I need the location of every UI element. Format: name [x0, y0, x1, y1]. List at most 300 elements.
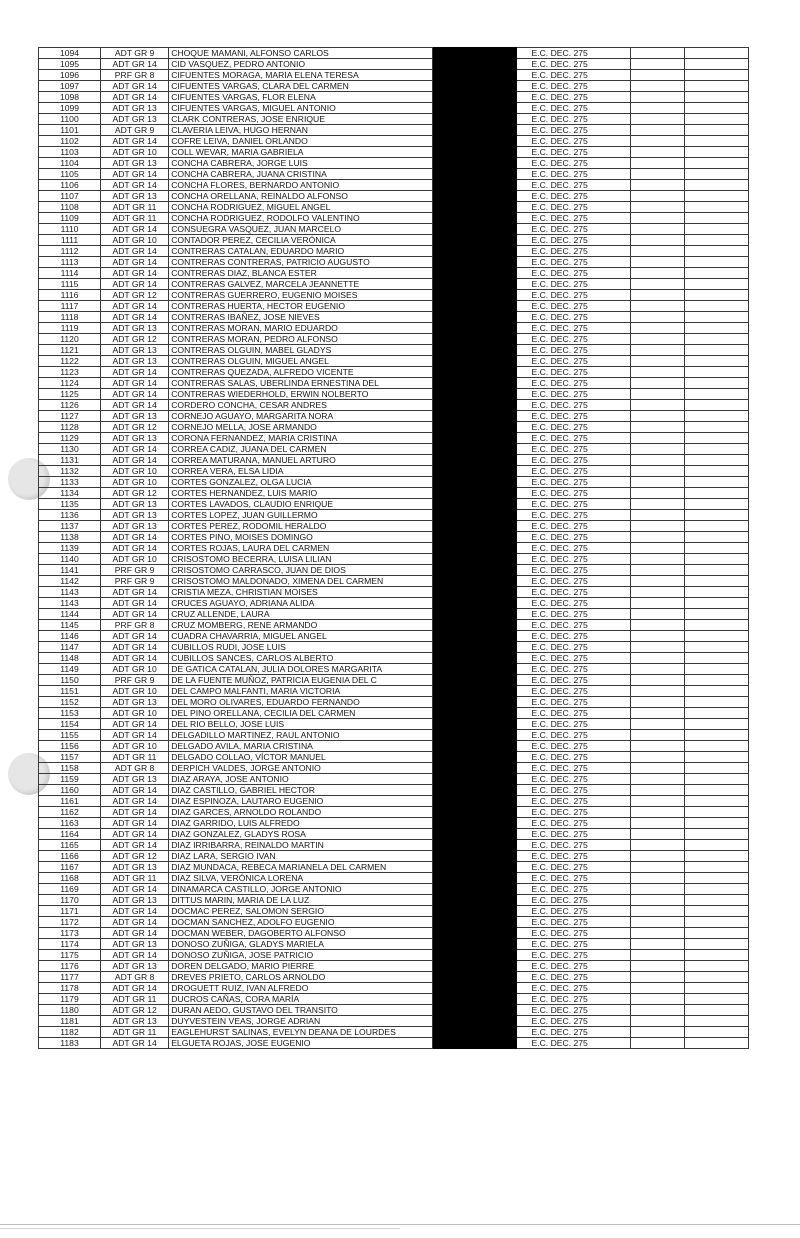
row-number: 1177: [39, 972, 101, 983]
empty-cell: [631, 862, 685, 873]
empty-cell: [631, 675, 685, 686]
table-row: [39, 620, 749, 631]
empty-cell: [631, 796, 685, 807]
empty-cell: [684, 994, 748, 1005]
status-cell: E.C. DEC. 275: [517, 59, 631, 70]
status-cell: E.C. DEC. 275: [517, 862, 631, 873]
empty-cell: [684, 532, 748, 543]
empty-cell: [684, 158, 748, 169]
row-number: 1116: [39, 290, 101, 301]
row-number: 1146: [39, 631, 101, 642]
table-row: [39, 774, 749, 785]
row-number: 1111: [39, 235, 101, 246]
status-cell: E.C. DEC. 275: [517, 411, 631, 422]
redaction-bar: [432, 125, 517, 136]
empty-cell: [631, 312, 685, 323]
row-number: 1158: [39, 763, 101, 774]
row-number: 1096: [39, 70, 101, 81]
empty-cell: [684, 884, 748, 895]
name-cell: CORTES LAVADOS, CLAUDIO ENRIQUE: [169, 499, 433, 510]
status-cell: E.C. DEC. 275: [517, 873, 631, 884]
empty-cell: [631, 686, 685, 697]
status-cell: E.C. DEC. 275: [517, 422, 631, 433]
name-cell: CORREA MATURANA, MANUEL ARTURO: [169, 455, 433, 466]
table-row: [39, 730, 749, 741]
row-number: 1104: [39, 158, 101, 169]
grade-cell: ADT GR 13: [101, 774, 169, 785]
row-number: 1141: [39, 565, 101, 576]
status-cell: E.C. DEC. 275: [517, 202, 631, 213]
row-number: 1105: [39, 169, 101, 180]
name-cell: CUADRA CHAVARRIA, MIGUEL ANGEL: [169, 631, 433, 642]
status-cell: E.C. DEC. 275: [517, 785, 631, 796]
grade-cell: ADT GR 13: [101, 499, 169, 510]
table-row: [39, 114, 749, 125]
status-cell: E.C. DEC. 275: [517, 972, 631, 983]
table-row: [39, 334, 749, 345]
row-number: 1127: [39, 411, 101, 422]
grade-cell: ADT GR 11: [101, 752, 169, 763]
redaction-bar: [432, 81, 517, 92]
table-row: [39, 444, 749, 455]
status-cell: E.C. DEC. 275: [517, 191, 631, 202]
grade-cell: ADT GR 14: [101, 642, 169, 653]
redaction-bar: [432, 807, 517, 818]
name-cell: DIAZ ESPINOZA, LAUTARO EUGENIO: [169, 796, 433, 807]
empty-cell: [631, 785, 685, 796]
empty-cell: [684, 653, 748, 664]
row-number: 1145: [39, 620, 101, 631]
grade-cell: PRF GR 9: [101, 565, 169, 576]
status-cell: E.C. DEC. 275: [517, 697, 631, 708]
name-cell: CONTRERAS DIAZ, BLANCA ESTER: [169, 268, 433, 279]
table-row: [39, 103, 749, 114]
empty-cell: [631, 609, 685, 620]
redaction-bar: [432, 422, 517, 433]
table-row: [39, 290, 749, 301]
table-row: [39, 807, 749, 818]
empty-cell: [684, 686, 748, 697]
grade-cell: ADT GR 13: [101, 521, 169, 532]
redaction-bar: [432, 1038, 517, 1049]
redaction-bar: [432, 455, 517, 466]
table-row: [39, 268, 749, 279]
status-cell: E.C. DEC. 275: [517, 213, 631, 224]
grade-cell: ADT GR 14: [101, 180, 169, 191]
redaction-bar: [432, 675, 517, 686]
empty-cell: [631, 928, 685, 939]
status-cell: E.C. DEC. 275: [517, 246, 631, 257]
row-number: 1117: [39, 301, 101, 312]
row-number: 1148: [39, 653, 101, 664]
empty-cell: [684, 587, 748, 598]
table-row: [39, 950, 749, 961]
grade-cell: ADT GR 14: [101, 169, 169, 180]
name-cell: CORTES ROJAS, LAURA DEL CARMEN: [169, 543, 433, 554]
table-row: [39, 191, 749, 202]
grade-cell: ADT GR 14: [101, 532, 169, 543]
name-cell: DINAMARCA CASTILLO, JORGE ANTONIO: [169, 884, 433, 895]
empty-cell: [684, 125, 748, 136]
status-cell: E.C. DEC. 275: [517, 708, 631, 719]
empty-cell: [684, 477, 748, 488]
redaction-bar: [432, 774, 517, 785]
name-cell: CONTRERAS GUERRERO, EUGENIO MOISES: [169, 290, 433, 301]
empty-cell: [631, 884, 685, 895]
table-row: [39, 323, 749, 334]
name-cell: CORTES LOPEZ, JUAN GUILLERMO: [169, 510, 433, 521]
grade-cell: ADT GR 13: [101, 158, 169, 169]
status-cell: E.C. DEC. 275: [517, 389, 631, 400]
status-cell: E.C. DEC. 275: [517, 928, 631, 939]
grade-cell: ADT GR 14: [101, 796, 169, 807]
status-cell: E.C. DEC. 275: [517, 367, 631, 378]
empty-cell: [684, 1038, 748, 1049]
name-cell: CLARK CONTRERAS, JOSE ENRIQUE: [169, 114, 433, 125]
empty-cell: [631, 433, 685, 444]
redaction-bar: [432, 631, 517, 642]
grade-cell: ADT GR 13: [101, 356, 169, 367]
row-number: 1119: [39, 323, 101, 334]
row-number: 1149: [39, 664, 101, 675]
status-cell: E.C. DEC. 275: [517, 917, 631, 928]
grade-cell: ADT GR 10: [101, 664, 169, 675]
name-cell: CORTES PINO, MOISES DOMINGO: [169, 532, 433, 543]
status-cell: E.C. DEC. 275: [517, 884, 631, 895]
name-cell: CONCHA RODRIGUEZ, MIGUEL ANGEL: [169, 202, 433, 213]
empty-cell: [684, 939, 748, 950]
redaction-bar: [432, 477, 517, 488]
name-cell: DE GATICA CATALAN, JULIA DOLORES MARGARITA: [169, 664, 433, 675]
status-cell: E.C. DEC. 275: [517, 686, 631, 697]
name-cell: CRUZ ALLENDE, LAURA: [169, 609, 433, 620]
name-cell: CONTRERAS GALVEZ, MARCELA JEANNETTE: [169, 279, 433, 290]
redaction-bar: [432, 818, 517, 829]
empty-cell: [631, 59, 685, 70]
empty-cell: [631, 1027, 685, 1038]
table-row: [39, 202, 749, 213]
table-row: [39, 653, 749, 664]
table-row: [39, 554, 749, 565]
empty-cell: [684, 213, 748, 224]
name-cell: CONTRERAS SALAS, UBERLINDA ERNESTINA DEL: [169, 378, 433, 389]
status-cell: E.C. DEC. 275: [517, 1016, 631, 1027]
empty-cell: [631, 136, 685, 147]
grade-cell: ADT GR 12: [101, 1005, 169, 1016]
redaction-bar: [432, 59, 517, 70]
redaction-bar: [432, 433, 517, 444]
grade-cell: ADT GR 11: [101, 873, 169, 884]
redaction-bar: [432, 642, 517, 653]
empty-cell: [684, 906, 748, 917]
redaction-bar: [432, 994, 517, 1005]
page-edge-line: [0, 1228, 400, 1229]
name-cell: CONTRERAS IBAÑEZ, JOSE NIEVES: [169, 312, 433, 323]
grade-cell: ADT GR 14: [101, 928, 169, 939]
row-number: 1094: [39, 48, 101, 59]
table-row: [39, 675, 749, 686]
name-cell: DONOSO ZUÑIGA, GLADYS MARIELA: [169, 939, 433, 950]
table-row: [39, 994, 749, 1005]
table-row: [39, 906, 749, 917]
grade-cell: ADT GR 14: [101, 1038, 169, 1049]
status-cell: E.C. DEC. 275: [517, 147, 631, 158]
name-cell: CONTRERAS CATALAN, EDUARDO MARIO: [169, 246, 433, 257]
name-cell: CONTRERAS CONTRERAS, PATRICIO AUGUSTO: [169, 257, 433, 268]
redaction-bar: [432, 235, 517, 246]
table-row: [39, 147, 749, 158]
table-row: [39, 367, 749, 378]
table-row: [39, 719, 749, 730]
empty-cell: [684, 851, 748, 862]
grade-cell: ADT GR 13: [101, 961, 169, 972]
status-cell: E.C. DEC. 275: [517, 719, 631, 730]
status-cell: E.C. DEC. 275: [517, 279, 631, 290]
grade-cell: ADT GR 11: [101, 202, 169, 213]
row-number: 1166: [39, 851, 101, 862]
table-row: [39, 1038, 749, 1049]
empty-cell: [631, 554, 685, 565]
status-cell: E.C. DEC. 275: [517, 532, 631, 543]
status-cell: E.C. DEC. 275: [517, 950, 631, 961]
status-cell: E.C. DEC. 275: [517, 851, 631, 862]
table-row: [39, 136, 749, 147]
name-cell: CORREA VERA, ELSA LIDIA: [169, 466, 433, 477]
redaction-bar: [432, 334, 517, 345]
grade-cell: ADT GR 10: [101, 708, 169, 719]
row-number: 1103: [39, 147, 101, 158]
empty-cell: [684, 873, 748, 884]
grade-cell: ADT GR 13: [101, 433, 169, 444]
empty-cell: [631, 620, 685, 631]
status-cell: E.C. DEC. 275: [517, 598, 631, 609]
empty-cell: [684, 785, 748, 796]
grade-cell: ADT GR 14: [101, 279, 169, 290]
empty-cell: [631, 730, 685, 741]
empty-cell: [631, 664, 685, 675]
row-number: 1150: [39, 675, 101, 686]
grade-cell: ADT GR 14: [101, 631, 169, 642]
name-cell: CONCHA ORELLANA, REINALDO ALFONSO: [169, 191, 433, 202]
empty-cell: [684, 609, 748, 620]
redaction-bar: [432, 378, 517, 389]
table-row: [39, 235, 749, 246]
grade-cell: ADT GR 14: [101, 400, 169, 411]
table-row: [39, 895, 749, 906]
empty-cell: [631, 114, 685, 125]
name-cell: CORNEJO MELLA, JOSE ARMANDO: [169, 422, 433, 433]
grade-cell: ADT GR 10: [101, 686, 169, 697]
redaction-bar: [432, 70, 517, 81]
redaction-bar: [432, 532, 517, 543]
name-cell: DIAZ MUNDACA, REBECA MARIANELA DEL CARMEN: [169, 862, 433, 873]
status-cell: E.C. DEC. 275: [517, 92, 631, 103]
table-row: [39, 576, 749, 587]
empty-cell: [631, 939, 685, 950]
table-row: [39, 939, 749, 950]
status-cell: E.C. DEC. 275: [517, 961, 631, 972]
grade-cell: ADT GR 14: [101, 917, 169, 928]
grade-cell: PRF GR 8: [101, 620, 169, 631]
table-row: [39, 92, 749, 103]
status-cell: E.C. DEC. 275: [517, 664, 631, 675]
redaction-bar: [432, 851, 517, 862]
table-row: [39, 213, 749, 224]
name-cell: CRUCES AGUAYO, ADRIANA ALIDA: [169, 598, 433, 609]
grade-cell: ADT GR 13: [101, 939, 169, 950]
table-row: [39, 829, 749, 840]
redaction-bar: [432, 950, 517, 961]
status-cell: E.C. DEC. 275: [517, 455, 631, 466]
name-cell: ELGUETA ROJAS, JOSE EUGENIO: [169, 1038, 433, 1049]
status-cell: E.C. DEC. 275: [517, 829, 631, 840]
grade-cell: ADT GR 13: [101, 510, 169, 521]
table-row: [39, 983, 749, 994]
empty-cell: [631, 741, 685, 752]
grade-cell: ADT GR 13: [101, 191, 169, 202]
redaction-bar: [432, 1016, 517, 1027]
table-row: [39, 763, 749, 774]
empty-cell: [684, 400, 748, 411]
name-cell: DOCMAN SANCHEZ, ADOLFO EUGENIO: [169, 917, 433, 928]
status-cell: E.C. DEC. 275: [517, 312, 631, 323]
status-cell: E.C. DEC. 275: [517, 675, 631, 686]
empty-cell: [631, 763, 685, 774]
grade-cell: ADT GR 9: [101, 48, 169, 59]
grade-cell: ADT GR 11: [101, 213, 169, 224]
empty-cell: [631, 246, 685, 257]
grade-cell: ADT GR 12: [101, 488, 169, 499]
status-cell: E.C. DEC. 275: [517, 565, 631, 576]
name-cell: DIAZ LARA, SERGIO IVAN: [169, 851, 433, 862]
redaction-bar: [432, 499, 517, 510]
empty-cell: [631, 411, 685, 422]
name-cell: CONTRERAS QUEZADA, ALFREDO VICENTE: [169, 367, 433, 378]
grade-cell: ADT GR 13: [101, 114, 169, 125]
page-edge-line: [0, 1224, 800, 1225]
table-row: [39, 785, 749, 796]
empty-cell: [684, 521, 748, 532]
row-number: 1168: [39, 873, 101, 884]
row-number: 1171: [39, 906, 101, 917]
empty-cell: [631, 510, 685, 521]
table-row: [39, 741, 749, 752]
grade-cell: ADT GR 14: [101, 818, 169, 829]
redaction-bar: [432, 565, 517, 576]
table-row: [39, 499, 749, 510]
status-cell: E.C. DEC. 275: [517, 895, 631, 906]
name-cell: CONTRERAS OLGUIN, MIGUEL ANGEL: [169, 356, 433, 367]
row-number: 1182: [39, 1027, 101, 1038]
redaction-bar: [432, 48, 517, 59]
redaction-bar: [432, 488, 517, 499]
row-number: 1137: [39, 521, 101, 532]
table-row: [39, 851, 749, 862]
status-cell: E.C. DEC. 275: [517, 444, 631, 455]
redaction-bar: [432, 312, 517, 323]
row-number: 1132: [39, 466, 101, 477]
empty-cell: [631, 994, 685, 1005]
grade-cell: ADT GR 14: [101, 257, 169, 268]
name-cell: CIFUENTES MORAGA, MARIA ELENA TERESA: [169, 70, 433, 81]
redaction-bar: [432, 873, 517, 884]
table-row: [39, 180, 749, 191]
row-number: 1159: [39, 774, 101, 785]
redaction-bar: [432, 389, 517, 400]
empty-cell: [684, 697, 748, 708]
name-cell: DELGADO AVILA, MARIA CRISTINA: [169, 741, 433, 752]
redaction-bar: [432, 961, 517, 972]
status-cell: E.C. DEC. 275: [517, 587, 631, 598]
row-number: 1134: [39, 488, 101, 499]
redaction-bar: [432, 895, 517, 906]
empty-cell: [684, 763, 748, 774]
empty-cell: [631, 268, 685, 279]
grade-cell: ADT GR 14: [101, 785, 169, 796]
name-cell: DERPICH VALDES, JORGE ANTONIO: [169, 763, 433, 774]
row-number: 1106: [39, 180, 101, 191]
redaction-bar: [432, 664, 517, 675]
table-row: [39, 158, 749, 169]
redaction-bar: [432, 279, 517, 290]
name-cell: DITTUS MARIN, MARIA DE LA LUZ: [169, 895, 433, 906]
status-cell: E.C. DEC. 275: [517, 81, 631, 92]
empty-cell: [684, 389, 748, 400]
empty-cell: [684, 334, 748, 345]
status-cell: E.C. DEC. 275: [517, 290, 631, 301]
row-number: 1131: [39, 455, 101, 466]
row-number: 1162: [39, 807, 101, 818]
status-cell: E.C. DEC. 275: [517, 70, 631, 81]
empty-cell: [684, 598, 748, 609]
empty-cell: [684, 972, 748, 983]
empty-cell: [631, 257, 685, 268]
grade-cell: ADT GR 14: [101, 983, 169, 994]
grade-cell: ADT GR 12: [101, 851, 169, 862]
empty-cell: [684, 345, 748, 356]
empty-cell: [631, 323, 685, 334]
row-number: 1152: [39, 697, 101, 708]
grade-cell: ADT GR 14: [101, 884, 169, 895]
row-number: 1143: [39, 598, 101, 609]
status-cell: E.C. DEC. 275: [517, 840, 631, 851]
name-cell: DIAZ SILVA, VERÓNICA LORENA: [169, 873, 433, 884]
empty-cell: [684, 224, 748, 235]
name-cell: CLAVERIA LEIVA, HUGO HERNAN: [169, 125, 433, 136]
grade-cell: ADT GR 13: [101, 697, 169, 708]
row-number: 1121: [39, 345, 101, 356]
name-cell: DEL MORO OLIVARES, EDUARDO FERNANDO: [169, 697, 433, 708]
empty-cell: [631, 191, 685, 202]
grade-cell: ADT GR 12: [101, 422, 169, 433]
empty-cell: [684, 510, 748, 521]
row-number: 1147: [39, 642, 101, 653]
grade-cell: ADT GR 9: [101, 125, 169, 136]
empty-cell: [684, 70, 748, 81]
status-cell: E.C. DEC. 275: [517, 114, 631, 125]
row-number: 1136: [39, 510, 101, 521]
redaction-bar: [432, 323, 517, 334]
name-cell: CORONA FERNANDEZ, MARIA CRISTINA: [169, 433, 433, 444]
empty-cell: [631, 301, 685, 312]
table-row: [39, 697, 749, 708]
status-cell: E.C. DEC. 275: [517, 125, 631, 136]
empty-cell: [631, 455, 685, 466]
empty-cell: [684, 829, 748, 840]
redaction-bar: [432, 972, 517, 983]
name-cell: CONTRERAS HUERTA, HECTOR EUGENIO: [169, 301, 433, 312]
table-row: [39, 532, 749, 543]
